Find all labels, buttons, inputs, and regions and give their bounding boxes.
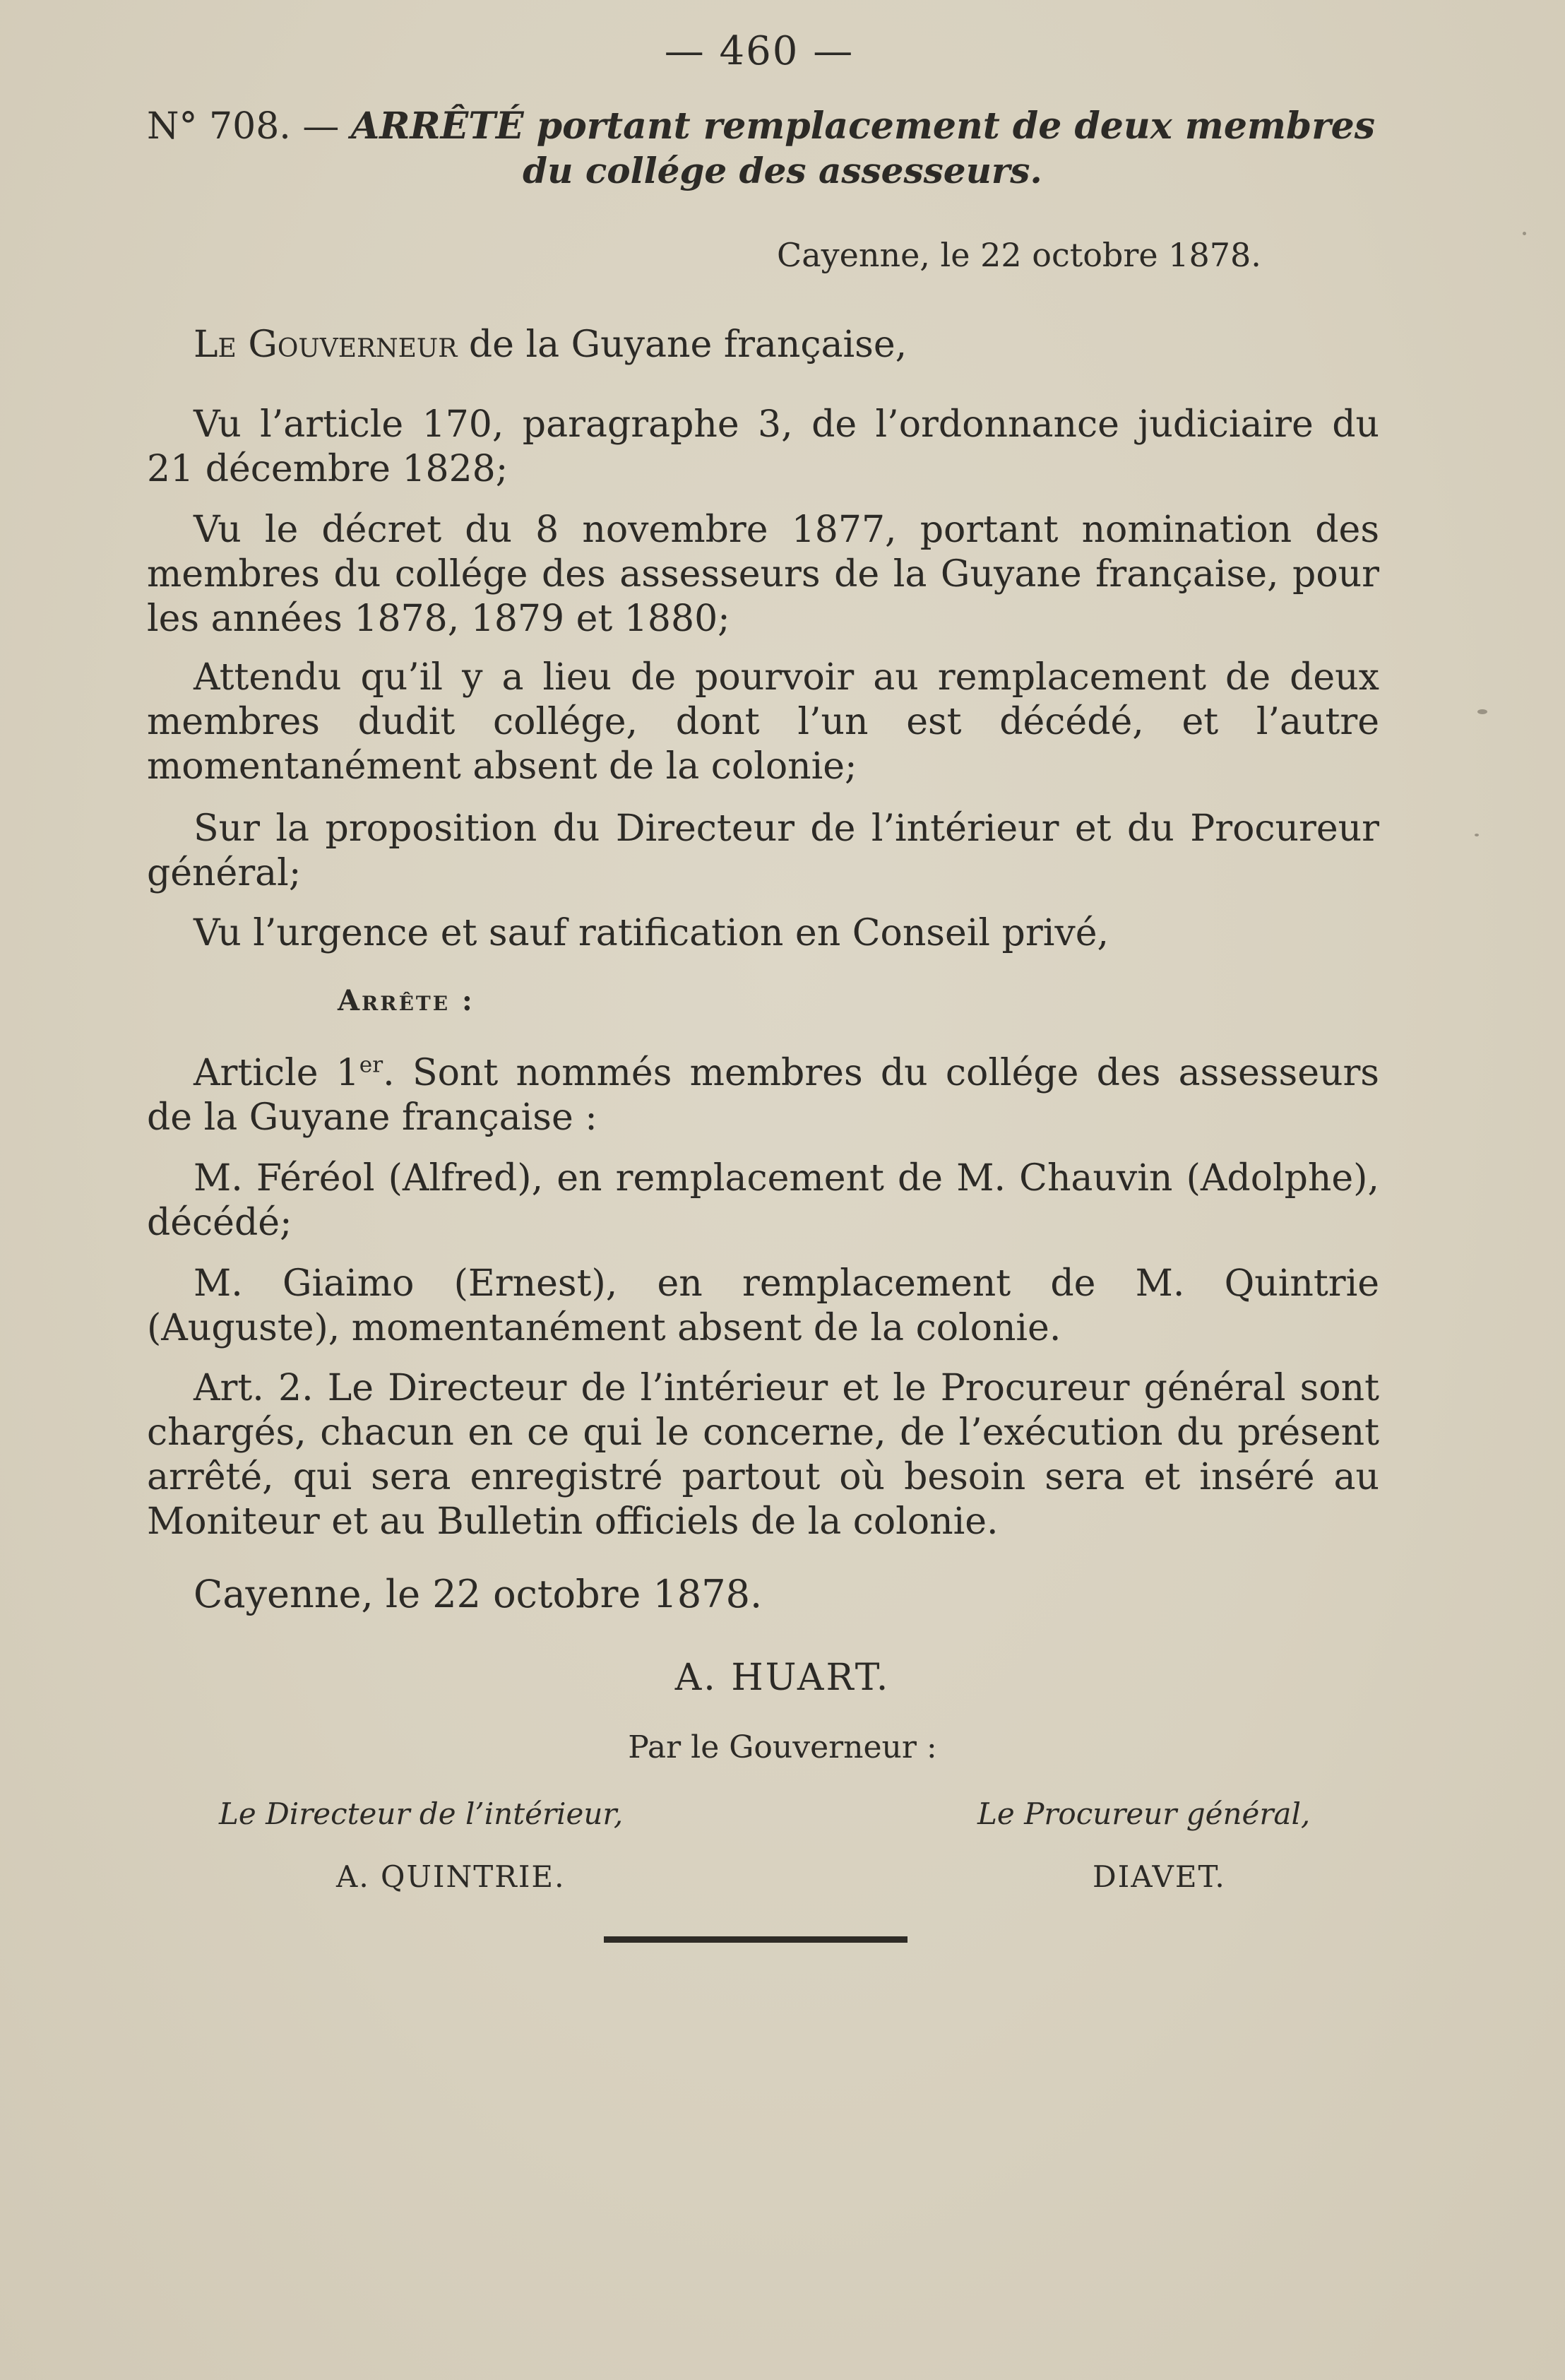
consideration-5: Vu l’urgence et sauf ratification en Conseil privé,	[194, 912, 1109, 954]
par-le-gouverneur: Par le Gouverneur :	[628, 1729, 937, 1765]
arrete-number: N° 708.	[147, 105, 291, 148]
arrete-heading: ARRÊTÉ portant remplacement de deux membres	[350, 105, 1376, 148]
right-countersign-role: Le Procureur général,	[977, 1796, 1311, 1831]
title-dash: —	[302, 105, 340, 148]
article-1-prefix: Article 1	[194, 1052, 359, 1094]
arrete-title-line2: du collége des assesseurs.	[523, 150, 1042, 191]
consideration-4: Sur la proposition du Directeur de l’intérieur et du Procureur général;	[147, 807, 1379, 894]
consideration-1: Vu l’article 170, paragraphe 3, de l’ordonnance judiciaire du 21 décembre 1828;	[147, 403, 1379, 490]
arrete-label: Arrête :	[338, 984, 475, 1017]
place-date-top: Cayenne, le 22 octobre 1878.	[777, 236, 1261, 274]
paper-speck	[1477, 709, 1487, 714]
left-countersign-name: A. QUINTRIE.	[336, 1859, 566, 1894]
closing-rule	[604, 1936, 908, 1943]
paper-speck	[1475, 834, 1479, 836]
nomination-1: M. Féréol (Alfred), en remplacement de M. Chauvin (Adolphe), décédé;	[147, 1157, 1379, 1244]
governor-title: Le Gouverneur	[194, 324, 458, 366]
consideration-2: Vu le décret du 8 novembre 1877, portant nomination des membres du collége des assesseurs de la Guyane française, pour les années 1878, 1879 et 1880;	[147, 509, 1379, 640]
consideration-3: Attendu qu’il y a lieu de pourvoir au remplacement de deux membres dudit collége, dont l’un est décédé, et l’autre momentanément absent de la colonie;	[147, 656, 1379, 788]
article-1-text: . Sont nommés membres du collége des assesseurs de la Guyane française :	[147, 1052, 1379, 1139]
article-2: Art. 2. Le Directeur de l’intérieur et le Procureur général sont chargés, chacun en ce qui le concerne, de l’exécution du présent arrêté, qui sera enregistré partout où besoin sera et inséré au Moniteur et au Bulletin officiels de la colonie.	[147, 1367, 1379, 1543]
nomination-2: M. Giaimo (Ernest), en remplacement de M. Quintrie (Auguste), momentanément absent de la colonie.	[147, 1262, 1379, 1349]
article-1-sup: er	[359, 1052, 383, 1078]
right-countersign-name: DIAVET.	[1093, 1859, 1226, 1894]
page-number: — 460 —	[664, 28, 855, 74]
arrete-title-line1	[147, 105, 1390, 148]
governor-rest: de la Guyane française,	[457, 324, 908, 366]
paper-speck	[1523, 232, 1526, 235]
governor-line	[147, 323, 1379, 367]
governor-signature: A. HUART.	[674, 1657, 891, 1699]
place-date-bottom: Cayenne, le 22 octobre 1878.	[194, 1572, 763, 1616]
article-1	[147, 1051, 1379, 1140]
left-countersign-role: Le Directeur de l’intérieur,	[219, 1796, 624, 1831]
